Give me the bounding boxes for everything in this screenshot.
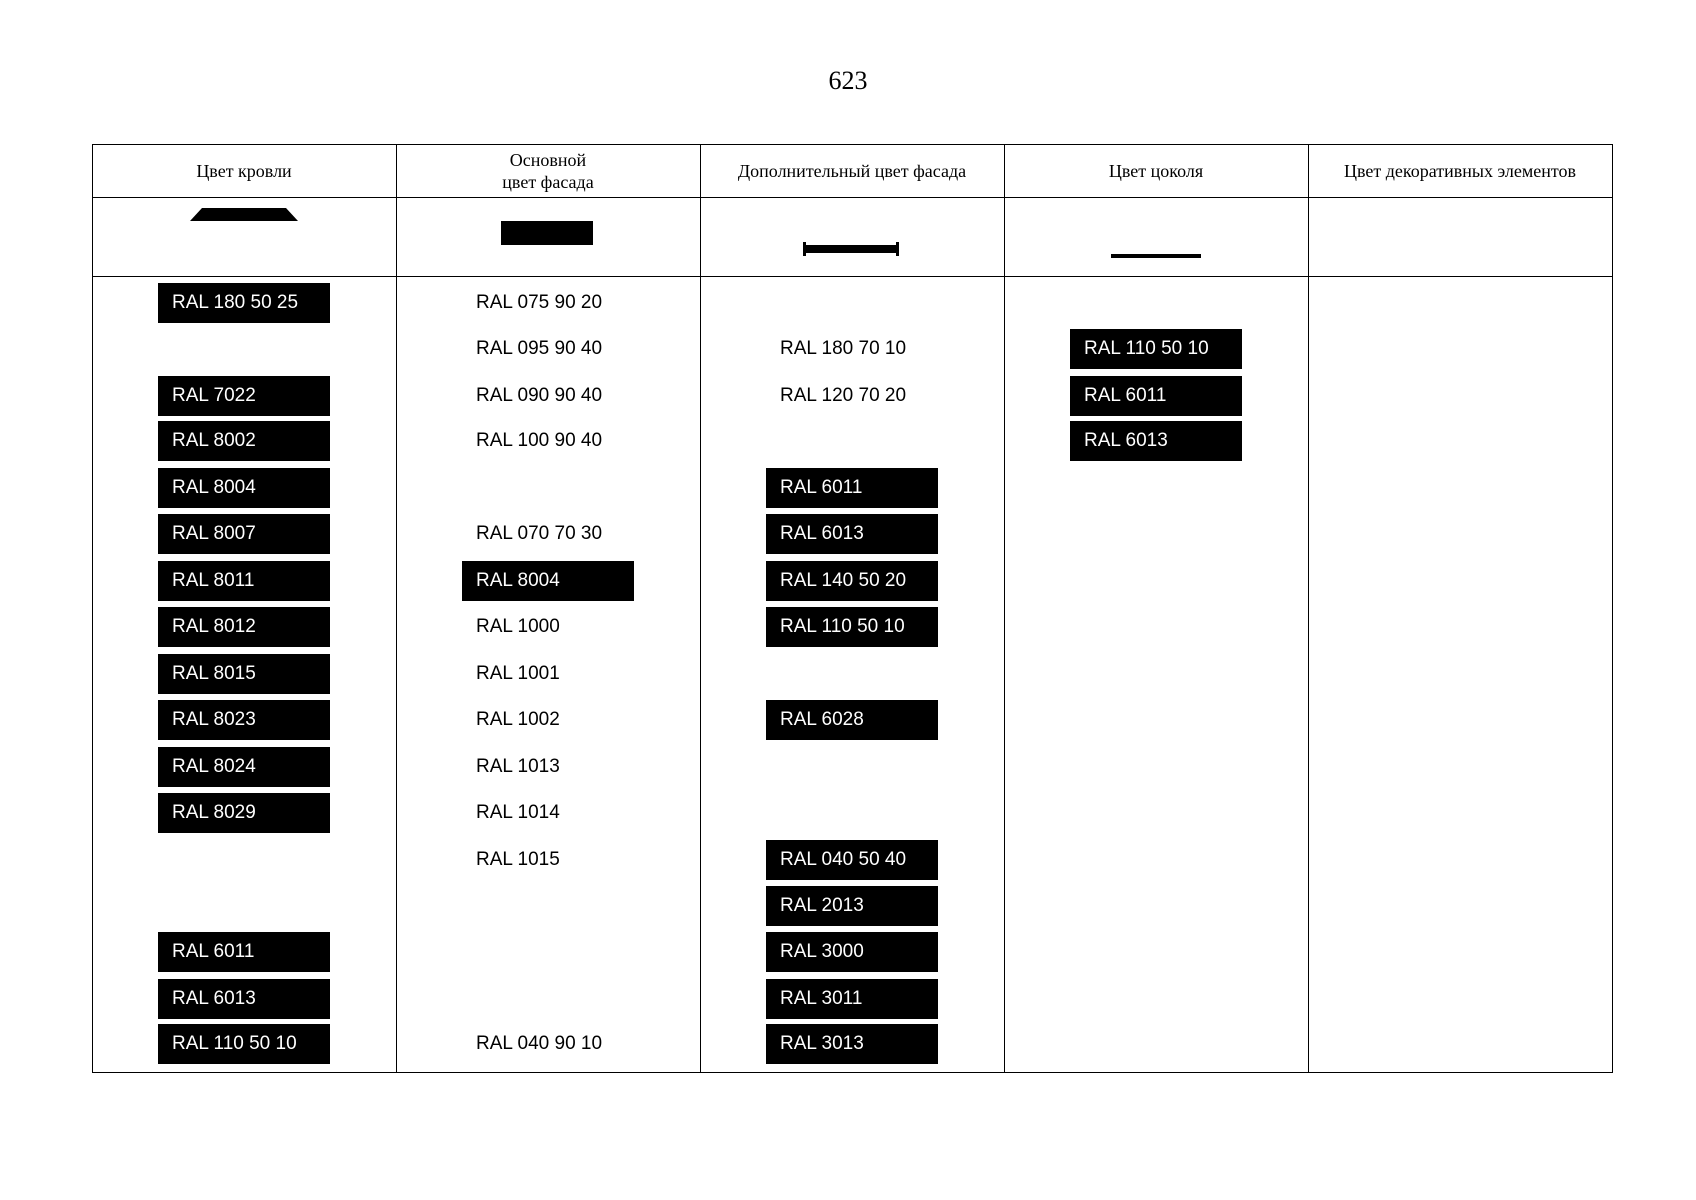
color-code-cell-extra-facade: RAL 040 50 40 — [766, 840, 938, 880]
color-code-cell-extra-facade: RAL 140 50 20 — [766, 561, 938, 601]
color-code-cell-main-facade: RAL 1013 — [476, 756, 560, 777]
color-code-cell-roof: RAL 8029 — [158, 793, 330, 833]
column-divider — [700, 144, 701, 1073]
facade-bar-icon — [803, 242, 899, 256]
color-code-cell-main-facade: RAL 090 90 40 — [476, 385, 603, 406]
color-code-cell-roof: RAL 6011 — [158, 932, 330, 972]
color-code-cell-plinth: RAL 6013 — [1070, 421, 1242, 461]
column-divider — [1004, 144, 1005, 1073]
color-code-cell-roof: RAL 7022 — [158, 376, 330, 416]
color-code-cell-roof: RAL 180 50 25 — [158, 283, 330, 323]
color-code-cell-extra-facade: RAL 3013 — [766, 1024, 938, 1064]
header-decor-color: Цвет декоративных элементов — [1344, 161, 1576, 181]
plinth-line-icon — [1111, 254, 1201, 258]
header-divider — [92, 197, 1613, 198]
color-code-cell-main-facade: RAL 040 90 10 — [476, 1033, 603, 1054]
column-divider — [1308, 144, 1309, 1073]
color-code-cell-roof: RAL 8004 — [158, 468, 330, 508]
color-code-cell-roof: RAL 8015 — [158, 654, 330, 694]
color-code-cell-main-facade: RAL 070 70 30 — [476, 523, 603, 544]
color-code-cell-main-facade: RAL 100 90 40 — [476, 430, 603, 451]
color-code-cell-main-facade: RAL 1015 — [476, 849, 560, 870]
color-code-cell-extra-facade: RAL 6028 — [766, 700, 938, 740]
column-divider — [396, 144, 397, 1073]
color-code-cell-extra-facade: RAL 180 70 10 — [780, 338, 907, 359]
color-code-cell-main-facade: RAL 075 90 20 — [476, 292, 603, 313]
color-code-cell-main-facade: RAL 1000 — [476, 616, 560, 637]
color-code-cell-extra-facade: RAL 3000 — [766, 932, 938, 972]
color-code-cell-plinth: RAL 110 50 10 — [1070, 329, 1242, 369]
color-code-cell-roof: RAL 8024 — [158, 747, 330, 787]
color-code-cell-extra-facade: RAL 6013 — [766, 514, 938, 554]
color-code-cell-extra-facade: RAL 3011 — [766, 979, 938, 1019]
color-code-cell-roof: RAL 8011 — [158, 561, 330, 601]
color-code-cell-roof: RAL 6013 — [158, 979, 330, 1019]
color-code-cell-extra-facade: RAL 110 50 10 — [766, 607, 938, 647]
header-plinth-color: Цвет цоколя — [1108, 161, 1204, 181]
header-roof-color: Цвет кровли — [196, 161, 292, 181]
color-code-cell-main-facade: RAL 1002 — [476, 709, 560, 730]
color-code-cell-extra-facade: RAL 2013 — [766, 886, 938, 926]
roof-trapezoid-icon — [188, 208, 300, 222]
color-code-cell-roof: RAL 110 50 10 — [158, 1024, 330, 1064]
color-code-cell-roof: RAL 8007 — [158, 514, 330, 554]
swatch-row-divider — [92, 276, 1613, 277]
color-code-cell-main-facade: RAL 095 90 40 — [476, 338, 603, 359]
color-code-cell-plinth: RAL 6011 — [1070, 376, 1242, 416]
facade-rectangle-icon — [501, 221, 593, 245]
color-code-cell-extra-facade: RAL 6011 — [766, 468, 938, 508]
color-code-cell-extra-facade: RAL 120 70 20 — [780, 385, 907, 406]
color-code-cell-roof: RAL 8002 — [158, 421, 330, 461]
color-code-cell-roof: RAL 8023 — [158, 700, 330, 740]
color-code-cell-roof: RAL 8012 — [158, 607, 330, 647]
header-main-facade-color: Основной цвет фасада — [502, 150, 594, 192]
color-code-cell-main-facade: RAL 1014 — [476, 802, 560, 823]
color-code-cell-main-facade: RAL 8004 — [462, 561, 634, 601]
color-code-cell-main-facade: RAL 1001 — [476, 663, 560, 684]
header-extra-facade-color: Дополнительный цвет фасада — [737, 161, 967, 181]
page-number: 623 — [828, 66, 868, 95]
